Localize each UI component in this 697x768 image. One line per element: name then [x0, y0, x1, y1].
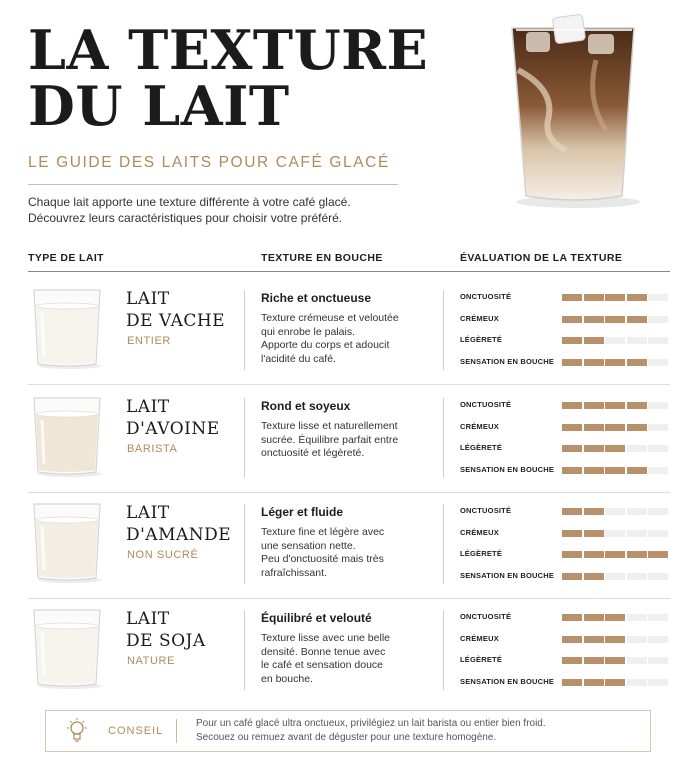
- rating-segment: [605, 316, 625, 323]
- rating-segment: [605, 359, 625, 366]
- rating-segment: [584, 636, 604, 643]
- column-divider: [443, 290, 444, 370]
- milk-row-amande: [28, 494, 670, 598]
- texture-description-line: l'acidité du café.: [261, 352, 336, 365]
- rating-segment: [584, 467, 604, 474]
- rating-metric-label: SENSATION EN BOUCHE: [460, 676, 555, 686]
- rating-metric: [460, 443, 670, 453]
- rating-segment: [605, 445, 625, 452]
- rating-metric-label: ONCTUOSITÉ: [460, 400, 512, 409]
- rating-segment: [605, 636, 625, 643]
- texture-description-line: le café et sensation douce: [261, 659, 384, 671]
- rating-segment: [562, 551, 582, 558]
- intro-text: [28, 194, 351, 226]
- rating-bar: [562, 359, 670, 366]
- rating-bar: [562, 679, 670, 686]
- rating-segment: [605, 294, 625, 301]
- rating-segment: [584, 316, 604, 323]
- rating-segment: [605, 337, 625, 344]
- iced-coffee-glass-image: [496, 10, 656, 210]
- rating-segment: [605, 657, 625, 664]
- column-header-texture: TEXTURE EN BOUCHE: [261, 252, 383, 264]
- row-divider: [28, 492, 670, 493]
- texture-title: Équilibré et velouté: [261, 611, 372, 625]
- rating-metric: [460, 571, 670, 581]
- rating-segment: [605, 508, 625, 515]
- column-header-type: TYPE DE LAIT: [28, 252, 104, 264]
- rating-metric-label: SENSATION EN BOUCHE: [460, 570, 555, 580]
- rating-metric-label: LÉGÈRETÉ: [460, 443, 503, 452]
- rating-segment: [562, 657, 582, 664]
- milk-name-line-1: LAIT: [126, 397, 170, 417]
- rating-metric: [460, 400, 670, 410]
- rating-metric: [460, 528, 670, 538]
- milk-name: [126, 608, 206, 652]
- rating-segment: [584, 445, 604, 452]
- rating-metric-label: LÉGÈRETÉ: [460, 335, 503, 344]
- rating-segment: [562, 359, 582, 366]
- milk-glass-image: [28, 394, 112, 478]
- rating-segment: [584, 337, 604, 344]
- rating-metric: [460, 314, 670, 324]
- rating-segment: [627, 614, 647, 621]
- rating-segment: [562, 508, 582, 515]
- rating-segment: [562, 316, 582, 323]
- rating-metric-label: ONCTUOSITÉ: [460, 292, 512, 301]
- tip-box: [45, 710, 651, 752]
- rating-metric: [460, 634, 670, 644]
- rating-segment: [627, 679, 647, 686]
- rating-bar: [562, 614, 670, 621]
- texture-description-line: Texture lisse et naturellement: [261, 420, 398, 432]
- rating-metric: [460, 506, 670, 516]
- rating-segment: [584, 679, 604, 686]
- column-divider: [244, 504, 245, 584]
- rating-metric-label: SENSATION EN BOUCHE: [460, 356, 555, 366]
- rating-segment: [648, 467, 668, 474]
- column-divider: [443, 504, 444, 584]
- rating-metric-label: SENSATION EN BOUCHE: [460, 464, 555, 474]
- rating-segment: [648, 657, 668, 664]
- rating-bar: [562, 445, 670, 452]
- column-divider: [244, 290, 245, 370]
- milk-name: [126, 502, 231, 546]
- rating-metric: [460, 677, 670, 687]
- rating-segment: [605, 467, 625, 474]
- milk-variant: NON SUCRÉ: [127, 549, 199, 561]
- rating-segment: [627, 316, 647, 323]
- rating-segment: [648, 614, 668, 621]
- rating-metric-label: LÉGÈRETÉ: [460, 655, 503, 664]
- milk-name-line-2: DE VACHE: [126, 311, 226, 331]
- milk-name-line-1: LAIT: [126, 289, 170, 309]
- milk-row-soja: [28, 600, 670, 704]
- texture-description-line: onctuosité et légèreté.: [261, 447, 365, 459]
- tip-label: CONSEIL: [108, 725, 164, 737]
- rating-segment: [605, 679, 625, 686]
- rating-segment: [648, 424, 668, 431]
- rating-segment: [648, 573, 668, 580]
- row-divider: [28, 384, 670, 385]
- rating-segment: [562, 636, 582, 643]
- rating-segment: [627, 508, 647, 515]
- intro-line-1: Chaque lait apporte une texture différente à votre café glacé.: [28, 195, 351, 209]
- rating-segment: [627, 636, 647, 643]
- rating-metric-label: CRÉMEUX: [460, 313, 499, 323]
- rating-metric: [460, 335, 670, 345]
- texture-description-line: densité. Bonne tenue avec: [261, 645, 386, 658]
- row-divider: [28, 598, 670, 599]
- rating-segment: [627, 424, 647, 431]
- milk-glass-image: [28, 606, 112, 690]
- rating-segment: [648, 294, 668, 301]
- rating-metric-label: CRÉMEUX: [460, 527, 499, 537]
- rating-segment: [562, 445, 582, 452]
- rating-segment: [605, 573, 625, 580]
- texture-description-line: Peu d'onctuosité mais très: [261, 553, 384, 565]
- title-line-2: DU LAIT: [28, 74, 290, 138]
- subtitle-divider: [28, 184, 398, 185]
- rating-metric: [460, 292, 670, 302]
- rating-metric-label: LÉGÈRETÉ: [460, 549, 503, 558]
- rating-segment: [648, 402, 668, 409]
- rating-segment: [584, 657, 604, 664]
- rating-segment: [562, 467, 582, 474]
- milk-name: [126, 288, 225, 332]
- rating-metric: [460, 549, 670, 559]
- tip-divider: [176, 719, 177, 743]
- rating-segment: [605, 530, 625, 537]
- column-divider: [443, 398, 444, 478]
- rating-metric-label: CRÉMEUX: [460, 421, 499, 431]
- tip-line-2: Secouez ou remuez avant de déguster pour une texture homogène.: [196, 732, 497, 743]
- rating-metric: [460, 465, 670, 475]
- rating-segment: [627, 402, 647, 409]
- rating-segment: [627, 359, 647, 366]
- rating-segment: [648, 445, 668, 452]
- rating-segment: [648, 530, 668, 537]
- rating-bar: [562, 467, 670, 474]
- rating-bar: [562, 294, 670, 301]
- texture-description-line: qui enrobe le palais.: [261, 325, 355, 338]
- milk-glass-image: [28, 286, 112, 370]
- column-header-rating: ÉVALUATION DE LA TEXTURE: [460, 252, 623, 264]
- rating-bar: [562, 636, 670, 643]
- rating-segment: [584, 294, 604, 301]
- milk-variant: BARISTA: [127, 443, 178, 455]
- rating-segment: [584, 614, 604, 621]
- rating-bar: [562, 337, 670, 344]
- texture-description-line: une sensation nette.: [261, 539, 356, 552]
- rating-metric-label: CRÉMEUX: [460, 633, 499, 643]
- rating-segment: [648, 679, 668, 686]
- rating-segment: [627, 467, 647, 474]
- rating-segment: [584, 402, 604, 409]
- rating-metric-label: ONCTUOSITÉ: [460, 506, 512, 515]
- rating-segment: [562, 337, 582, 344]
- rating-segment: [627, 573, 647, 580]
- rating-segment: [648, 316, 668, 323]
- rating-segment: [584, 424, 604, 431]
- rating-metric: [460, 357, 670, 367]
- rating-segment: [627, 445, 647, 452]
- rating-segment: [627, 657, 647, 664]
- column-divider: [244, 398, 245, 478]
- texture-title: Léger et fluide: [261, 505, 344, 519]
- tip-line-1: Pour un café glacé ultra onctueux, privilégiez un lait barista ou entier bien froid.: [196, 718, 546, 729]
- milk-variant: ENTIER: [127, 335, 171, 347]
- rating-segment: [584, 573, 604, 580]
- header-divider: [28, 271, 670, 272]
- texture-description: [261, 420, 411, 461]
- rating-segment: [562, 573, 582, 580]
- texture-description-line: Texture fine et légère avec: [261, 526, 385, 538]
- rating-segment: [562, 294, 582, 301]
- texture-description-line: Texture crémeuse et veloutée: [261, 312, 399, 324]
- rating-bar: [562, 508, 670, 515]
- rating-segment: [627, 530, 647, 537]
- rating-segment: [584, 359, 604, 366]
- column-divider: [443, 610, 444, 690]
- column-divider: [244, 610, 245, 690]
- rating-segment: [605, 402, 625, 409]
- rating-segment: [562, 402, 582, 409]
- rating-metric: [460, 612, 670, 622]
- milk-name-line-1: LAIT: [126, 503, 170, 523]
- texture-title: Rond et soyeux: [261, 399, 351, 413]
- rating-segment: [605, 424, 625, 431]
- rating-segment: [584, 530, 604, 537]
- milk-variant: NATURE: [127, 655, 176, 667]
- texture-description-line: sucrée. Équilibre parfait entre: [261, 433, 399, 446]
- texture-description-line: rafraîchissant.: [261, 566, 327, 579]
- rating-segment: [648, 551, 668, 558]
- rating-bar: [562, 573, 670, 580]
- rating-segment: [562, 530, 582, 537]
- texture-title: Riche et onctueuse: [261, 291, 372, 305]
- subtitle: LE GUIDE DES LAITS POUR CAFÉ GLACÉ: [28, 154, 390, 171]
- rating-segment: [605, 614, 625, 621]
- texture-description-line: Texture lisse avec une belle: [261, 632, 390, 644]
- rating-segment: [605, 551, 625, 558]
- rating-segment: [584, 508, 604, 515]
- rating-bar: [562, 530, 670, 537]
- milk-glass-image: [28, 500, 112, 584]
- rating-bar: [562, 551, 670, 558]
- milk-name-line-2: D'AMANDE: [126, 525, 232, 545]
- rating-segment: [562, 424, 582, 431]
- title-line-1: LA TEXTURE: [28, 18, 429, 82]
- milk-name: [126, 396, 220, 440]
- milk-row-vache: [28, 280, 670, 384]
- rating-bar: [562, 424, 670, 431]
- rating-bar: [562, 657, 670, 664]
- milk-name-line-2: DE SOJA: [126, 631, 206, 651]
- texture-description: [261, 312, 411, 366]
- milk-name-line-2: D'AVOINE: [126, 419, 220, 439]
- rating-segment: [648, 508, 668, 515]
- texture-description: [261, 632, 411, 686]
- intro-line-2: Découvrez leurs caractéristiques pour choisir votre préféré.: [28, 211, 343, 225]
- page-title: [28, 18, 448, 138]
- lightbulb-icon: [64, 717, 90, 745]
- rating-segment: [562, 614, 582, 621]
- rating-segment: [562, 679, 582, 686]
- rating-metric: [460, 655, 670, 665]
- rating-segment: [627, 337, 647, 344]
- rating-segment: [584, 551, 604, 558]
- texture-description-line: Apporte du corps et adoucit: [261, 339, 390, 351]
- rating-bar: [562, 316, 670, 323]
- milk-row-avoine: [28, 388, 670, 492]
- texture-description: [261, 526, 411, 580]
- rating-bar: [562, 402, 670, 409]
- rating-metric-label: ONCTUOSITÉ: [460, 612, 512, 621]
- rating-metric: [460, 422, 670, 432]
- rating-segment: [648, 359, 668, 366]
- milk-name-line-1: LAIT: [126, 609, 170, 629]
- rating-segment: [627, 551, 647, 558]
- rating-segment: [648, 636, 668, 643]
- texture-description-line: en bouche.: [261, 672, 313, 685]
- rating-segment: [648, 337, 668, 344]
- rating-segment: [627, 294, 647, 301]
- tip-text: [196, 717, 546, 745]
